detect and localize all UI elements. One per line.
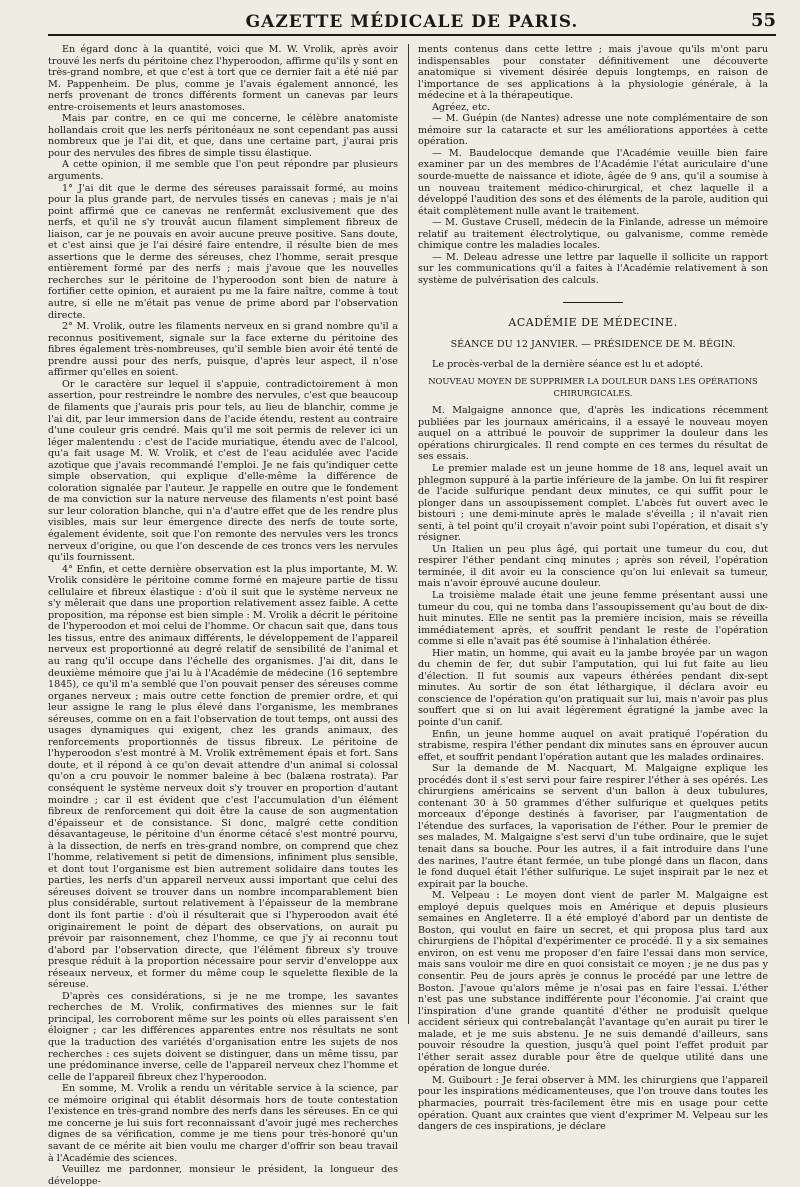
left-column [48,44,398,1187]
session-heading: SÉANCE DU 12 JANVIER. — PRÉSIDENCE DE M. BÉGIN. [450,339,736,351]
page-number: 55 [750,10,776,31]
paragraph: D'après ces considérations, si je ne me trompe, les savantes recherches de M. Vrolik, confirmatives des miennes sur le fait principal, les corroborent même sur les points où elles paraissent s'en éloigner ; car les différences apparentes entre nos résultats ne sont que la traduction des variétés d'organisation entre les sujets de nos recherches : ces sujets doivent se distinguer, dans un même tissu, par une prédominance inverse, celle de l'appareil nerveux chez l'homme et celle de l'appareil fibreux chez l'hyperoodon. [48,990,398,1083]
paragraph: La troisième malade était une jeune femme présentant aussi une tumeur du cou, qui ne tomba dans l'assoupissement qu'au bout de dix-huit minutes. Elle ne sentit pas la première incision, mais se réveilla immédiatement après, et souffrit pendant le reste de l'opération comme si elle n'avait pas été soumise à l'inhalation éthérée. [418,589,768,648]
right-column [418,44,768,1133]
paragraph: A cette opinion, il me semble que l'on peut répondre par plusieurs arguments. [48,159,398,183]
paragraph: Enfin, un jeune homme auquel on avait pratiqué l'opération du strabisme, respira l'éther pendant dix minutes sans en éprouver aucun effet, et souffrit pendant l'opération autant que les malades ordinaires. [418,728,768,763]
paragraph: — M. Guépin (de Nantes) adresse une note complémentaire de son mémoire sur la cataracte et sur les améliorations apportées à cette opération. [418,113,768,148]
page-header [48,8,776,36]
paragraph: 1° J'ai dit que le derme des séreuses paraissait formé, au moins pour la plus grande part, de nervules tissés en canevas ; mais je n'ai point affirmé que ce canevas ne renfermât exclusivement que des nerfs, et qu'il ne s'y trouvât aucun filament simplement fibreux de liaison, car je ne pouvais en avoir aucune preuve positive. Sans doute, et c'est ainsi que je l'ai désiré faire entendre, il résulte bien de mes assertions que le derme des séreuses, chez l'homme, serait presque entièrement formé par des nerfs ; mais j'avoue que les nouvelles recherches sur le péritoine de l'hyperoodon sont bien de nature à fortifier cette opinion, et auraient pu me la faire naître, comme à tout autre, si elle ne m'était pas venue de prime abord par l'observation directe. [48,182,398,321]
paragraph: Le premier malade est un jeune homme de 18 ans, lequel avait un phlegmon suppuré à la partie inférieure de la jambe. On lui fit respirer de l'acide sulfurique pendant deux minutes, ce qui suffit pour le plonger dans un assoupissement complet. L'abcès fut ouvert avec le bistouri ; une demi-minute après le malade s'éveilla ; il n'avait rien senti, à tel point qu'il croyait n'avoir point subi l'opération, et disait s'y résigner. [418,462,768,544]
paragraph: 4° Enfin, et cette dernière observation est la plus importante, M. W. Vrolik considère le péritoine comme formé en majeure partie de tissu cellulaire et fibreux élastique : d'où il suit que le système nerveux ne s'y mêlerait que dans une proportion relativement assez faible. A cette proposition, ma réponse est bien simple : M. Vrolik a décrit le péritoine de l'hyperoodon et moi celui de l'homme. Or chacun sait que, dans tous les tissus, entre des animaux différents, le développement de l'appareil nerveux est proportionné au degré relatif de sensibilité de l'animal et au rang qu'il occupe dans l'échelle des organismes. J'ai dit, dans le deuxième mémoire que j'ai lu à l'Académie de médecine (16 septembre 1845), ce qu'il m'a semblé que l'on pouvait penser des séreuses comme organes nerveux ; mais outre cette fonction de premier ordre, et qui leur assigne le rang le plus élevé dans l'organisme, les membranes séreuses, comme on en a fait l'observation de tout temps, ont aussi des usages dynamiques qui exigent, chez les grands animaux, des renforcements proportionnés de tissus fibreux. Le péritoine de l'hyperoodon s'est montré à M. Vrolik extrêmement épais et fort. Sans doute, et il répond à ce qu'on devait attendre d'un animal si colossal qu'on a cru pouvoir le nommer baleine à bec (balæna rostrata). Par conséquent le système nerveux doit s'y trouver en proportion d'autant moindre ; car il est évident que c'est l'accumulation d'un élément fibreux de renforcement qui doit être la cause de son augmentation d'épaisseur et de consistance. Si donc, malgré cette condition désavantageuse, le péritoine d'un énorme cétacé s'est montré pourvu, à la dissection, de nerfs en très-grand nombre, on comprend que chez l'homme, relativement si petit de dimensions, infiniment plus sensible, et dont tout l'organisme est bien autrement solidaire dans toutes les parties, les nerfs d'un appareil nerveux aussi important que celui des séreuses doivent se trouver dans un nombre incomparablement bien plus considérable, surtout relativement à l'épaisseur de la membrane dont ils font partie : d'où il résulterait que si l'hyperoodon avait été originairement le point de départ des observations, on aurait pu prévoir par raisonnement, chez l'homme, ce que j'y ai reconnu tout d'abord par l'observation directe, que l'élément fibreux s'y trouve presque réduit à la proportion nécessaire pour servir d'enveloppe aux réseaux nerveux, et former du même coup le squelette flexible de la séreuse. [48,563,398,991]
minutes-note: Le procès-verbal de la dernière séance est lu et adopté. [432,358,704,370]
section-separator [563,302,623,303]
column-divider [408,44,409,1024]
paragraph: ments contenus dans cette lettre ; mais j'avoue qu'ils m'ont paru indispensables pour constater définitivement une découverte anatomique si vivement désirée depuis longtemps, en raison de l'importance de ses applications à la physiologie générale, à la médecine et à la thérapeutique. [418,44,768,102]
paragraph: Or le caractère sur lequel il s'appuie, contradictoirement à mon assertion, pour restreindre le nombre des nervules, c'est que beaucoup de filaments que j'aurais pris pour tels, au lieu de blanchir, comme je l'ai dit, par leur immersion dans de l'acide étendu, restent au contraire d'une couleur gris cendré. Mais qu'il me soit permis de relever ici un léger malentendu : c'est de l'acide muriatique, étendu avec de l'alcool, qu'a fait usage M. W. Vrolik, et c'est de l'eau acidulée avec l'acide azotique que j'avais recommandé l'emploi. Je ne fais qu'indiquer cette simple observation, qui explique d'elle-même la différence de coloration signalée par l'auteur. Je rappelle en outre que le fondement de ma conviction sur la nature nerveuse des filaments n'est point basé sur leur coloration blanche, qui n'a d'autre effet que de les rendre plus visibles, mais sur leur émergence directe des nerfs de toute sorte, également évidente, soit que l'on remonte des nervules vers les troncs nerveux d'origine, ou que l'on descende de ces troncs vers les nervules qu'ils fournissent. [48,378,398,564]
paragraph: — M. Baudelocque demande que l'Académie veuille bien faire examiner par un des membres de l'Académie l'état auriculaire d'une sourde-muette de naissance et idiote, âgée de 9 ans, qu'il a soumise à un nouveau traitement médico-chirurgical, et chez laquelle il a développé l'audition des sons et des éléments de la parole, audition qui était complètement nulle avant le traitement. [418,147,768,217]
paragraph: Veuillez me pardonner, monsieur le président, la longueur des développe- [48,1164,398,1187]
journal-title: GAZETTE MÉDICALE DE PARIS. [245,12,579,32]
paragraph: 2° M. Vrolik, outre les filaments nerveux en si grand nombre qu'il a reconnus positivement, signale sur la face externe du péritoine des fibres également très-nombreuses, qu'il semble bien avoir été tenté de prendre aussi pour des nerfs, puisque, d'après leur aspect, il n'ose affirmer qu'elles en soient. [48,321,398,379]
paragraph: — M. Gustave Crusell, médecin de la Finlande, adresse un mémoire relatif au traitement électrolytique, ou galvanisme, comme remède chimique contre les maladies locales. [418,217,768,252]
paragraph: M. Malgaigne annonce que, d'après les indications récemment publiées par les journaux américains, il a essayé le nouveau moyen auquel on a attribué le pouvoir de supprimer la douleur dans les opérations chirurgicales. Il rend compte en ces termes du résultat de ses essais. [418,405,768,463]
paragraph: Un Italien un peu plus âgé, qui portait une tumeur du cou, dut respirer l'éther pendant cinq minutes ; après son réveil, l'opération terminée, il dit avoir eu la conscience qu'on lui enlevait sa tumeur, mais n'avoir éprouvé aucune douleur. [418,543,768,590]
paragraph: En somme, M. Vrolik a rendu un véritable service à la science, par ce mémoire original qui établit désormais hors de toute contestation l'existence en très-grand nombre des nerfs dans les séreuses. En ce qui me concerne je lui suis fort reconnaissant d'avoir jugé mes recherches dignes de sa vérification, comme je me tiens pour très-honoré qu'un savant de ce mérite ait bien voulu me charger d'offrir son beau travail à l'Académie des sciences. [48,1083,398,1164]
paragraph: En égard donc à la quantité, voici que M. W. Vrolik, après avoir trouvé les nerfs du péritoine chez l'hyperoodon, affirme qu'ils y sont en très-grand nombre, et que c'est à tort que ce dernier fait a été nié par M. Pappenheim. De plus, comme je l'avais également annoncé, les nerfs provenant de troncs différents forment un canevas par leurs entre-croisements et leurs anastomoses. [48,44,398,113]
paragraph: Hier matin, un homme, qui avait eu la jambe broyée par un wagon du chemin de fer, dut subir l'amputation, qui lui fut faite au lieu d'élection. Il fut soumis aux vapeurs éthérées pendant dix-sept minutes. Au sortir de son état léthargique, il déclara avoir eu conscience de l'opération qu'on pratiquait sur lui, mais n'avoir pas plus souffert que si on lui avait légèrement égratigné la jambe avec la pointe d'un canif. [418,647,768,728]
paragraph: Mais par contre, en ce qui me concerne, le célèbre anatomiste hollandais croit que les nerfs péritonéaux ne sont cependant pas aussi nombreux que je l'ai dit, et que, dans une certaine part, j'aurai pris pour des nervules des fibres de simple tissu élastique. [48,113,398,159]
paragraph: Agréez, etc. [432,101,491,113]
paragraph: Sur la demande de M. Nacquart, M. Malgaigne explique les procédés dont il s'est servi pour faire respirer l'éther à ses opérés. Les chirurgiens américains se servent d'un ballon à deux tubulures, contenant 30 à 50 grammes d'éther sulfurique et quelques petits morceaux d'éponge destinés à favoriser, par l'augmentation de l'étendue des surfaces, la vaporisation de l'éther. Pour le premier de ses malades, M. Malgaigne s'est servi d'un tube ordinaire, que le sujet tenait dans sa bouche. Pour les autres, il a fait introduire dans l'une des narines, l'autre étant fermée, un tube plongé dans un flacon, dans le fond duquel était l'éther sulfurique. Le sujet inspirait par le nez et expirait par la bouche. [418,763,768,890]
paragraph: M. Velpeau : Le moyen dont vient de parler M. Malgaigne est employé depuis quelques mois en Amérique et depuis plusieurs semaines en Angleterre. Il a été employé d'abord par un dentiste de Boston, qui voulut en faire un secret, et qui proposa plus tard aux chirurgiens de l'hôpital d'expérimenter ce procédé. Il y a six semaines environ, on est venu me proposer d'en faire l'essai dans mon service, mais sans vouloir me dire en quoi consistait ce moyen ; je ne dus pas y consentir. Peu de jours après je connus le procédé par une lettre de Boston. J'avoue qu'alors même je n'osai pas en faire l'essai. L'éther n'est pas une substance indifférente pour l'économie. J'ai craint que l'inspiration d'une grande quantité d'éther ne produisît quelque accident sérieux qui contrebalançât l'avantage qu'en aurait pu tirer le malade, et je me suis abstenu. Je ne suis demandé d'ailleurs, sans pouvoir résoudre la question, jusqu'à quel point l'effet produit par l'éther serait assez durable pour être de quelque utilité dans une opération de longue durée. [418,890,768,1075]
article-subtitle: NOUVEAU MOYEN DE SUPPRIMER LA DOULEUR DANS LES OPÉRATIONS CHIRURGICALES. [428,376,758,398]
paragraph: M. Guibourt : Je ferai observer à MM. les chirurgiens que l'appareil pour les inspirations médicamenteuses, que l'on trouve dans toutes les pharmacies, pourrait très-facilement être mis en usage pour cette opération. Quant aux craintes que vient d'exprimer M. Velpeau sur les dangers de ces inspirations, je déclare [418,1074,768,1133]
paragraph: — M. Deleau adresse une lettre par laquelle il sollicite un rapport sur les communications qu'il a faites à l'Académie relativement à son système de pulvérisation des calculs. [418,251,768,286]
section-title: ACADÉMIE DE MÉDECINE. [508,316,678,330]
